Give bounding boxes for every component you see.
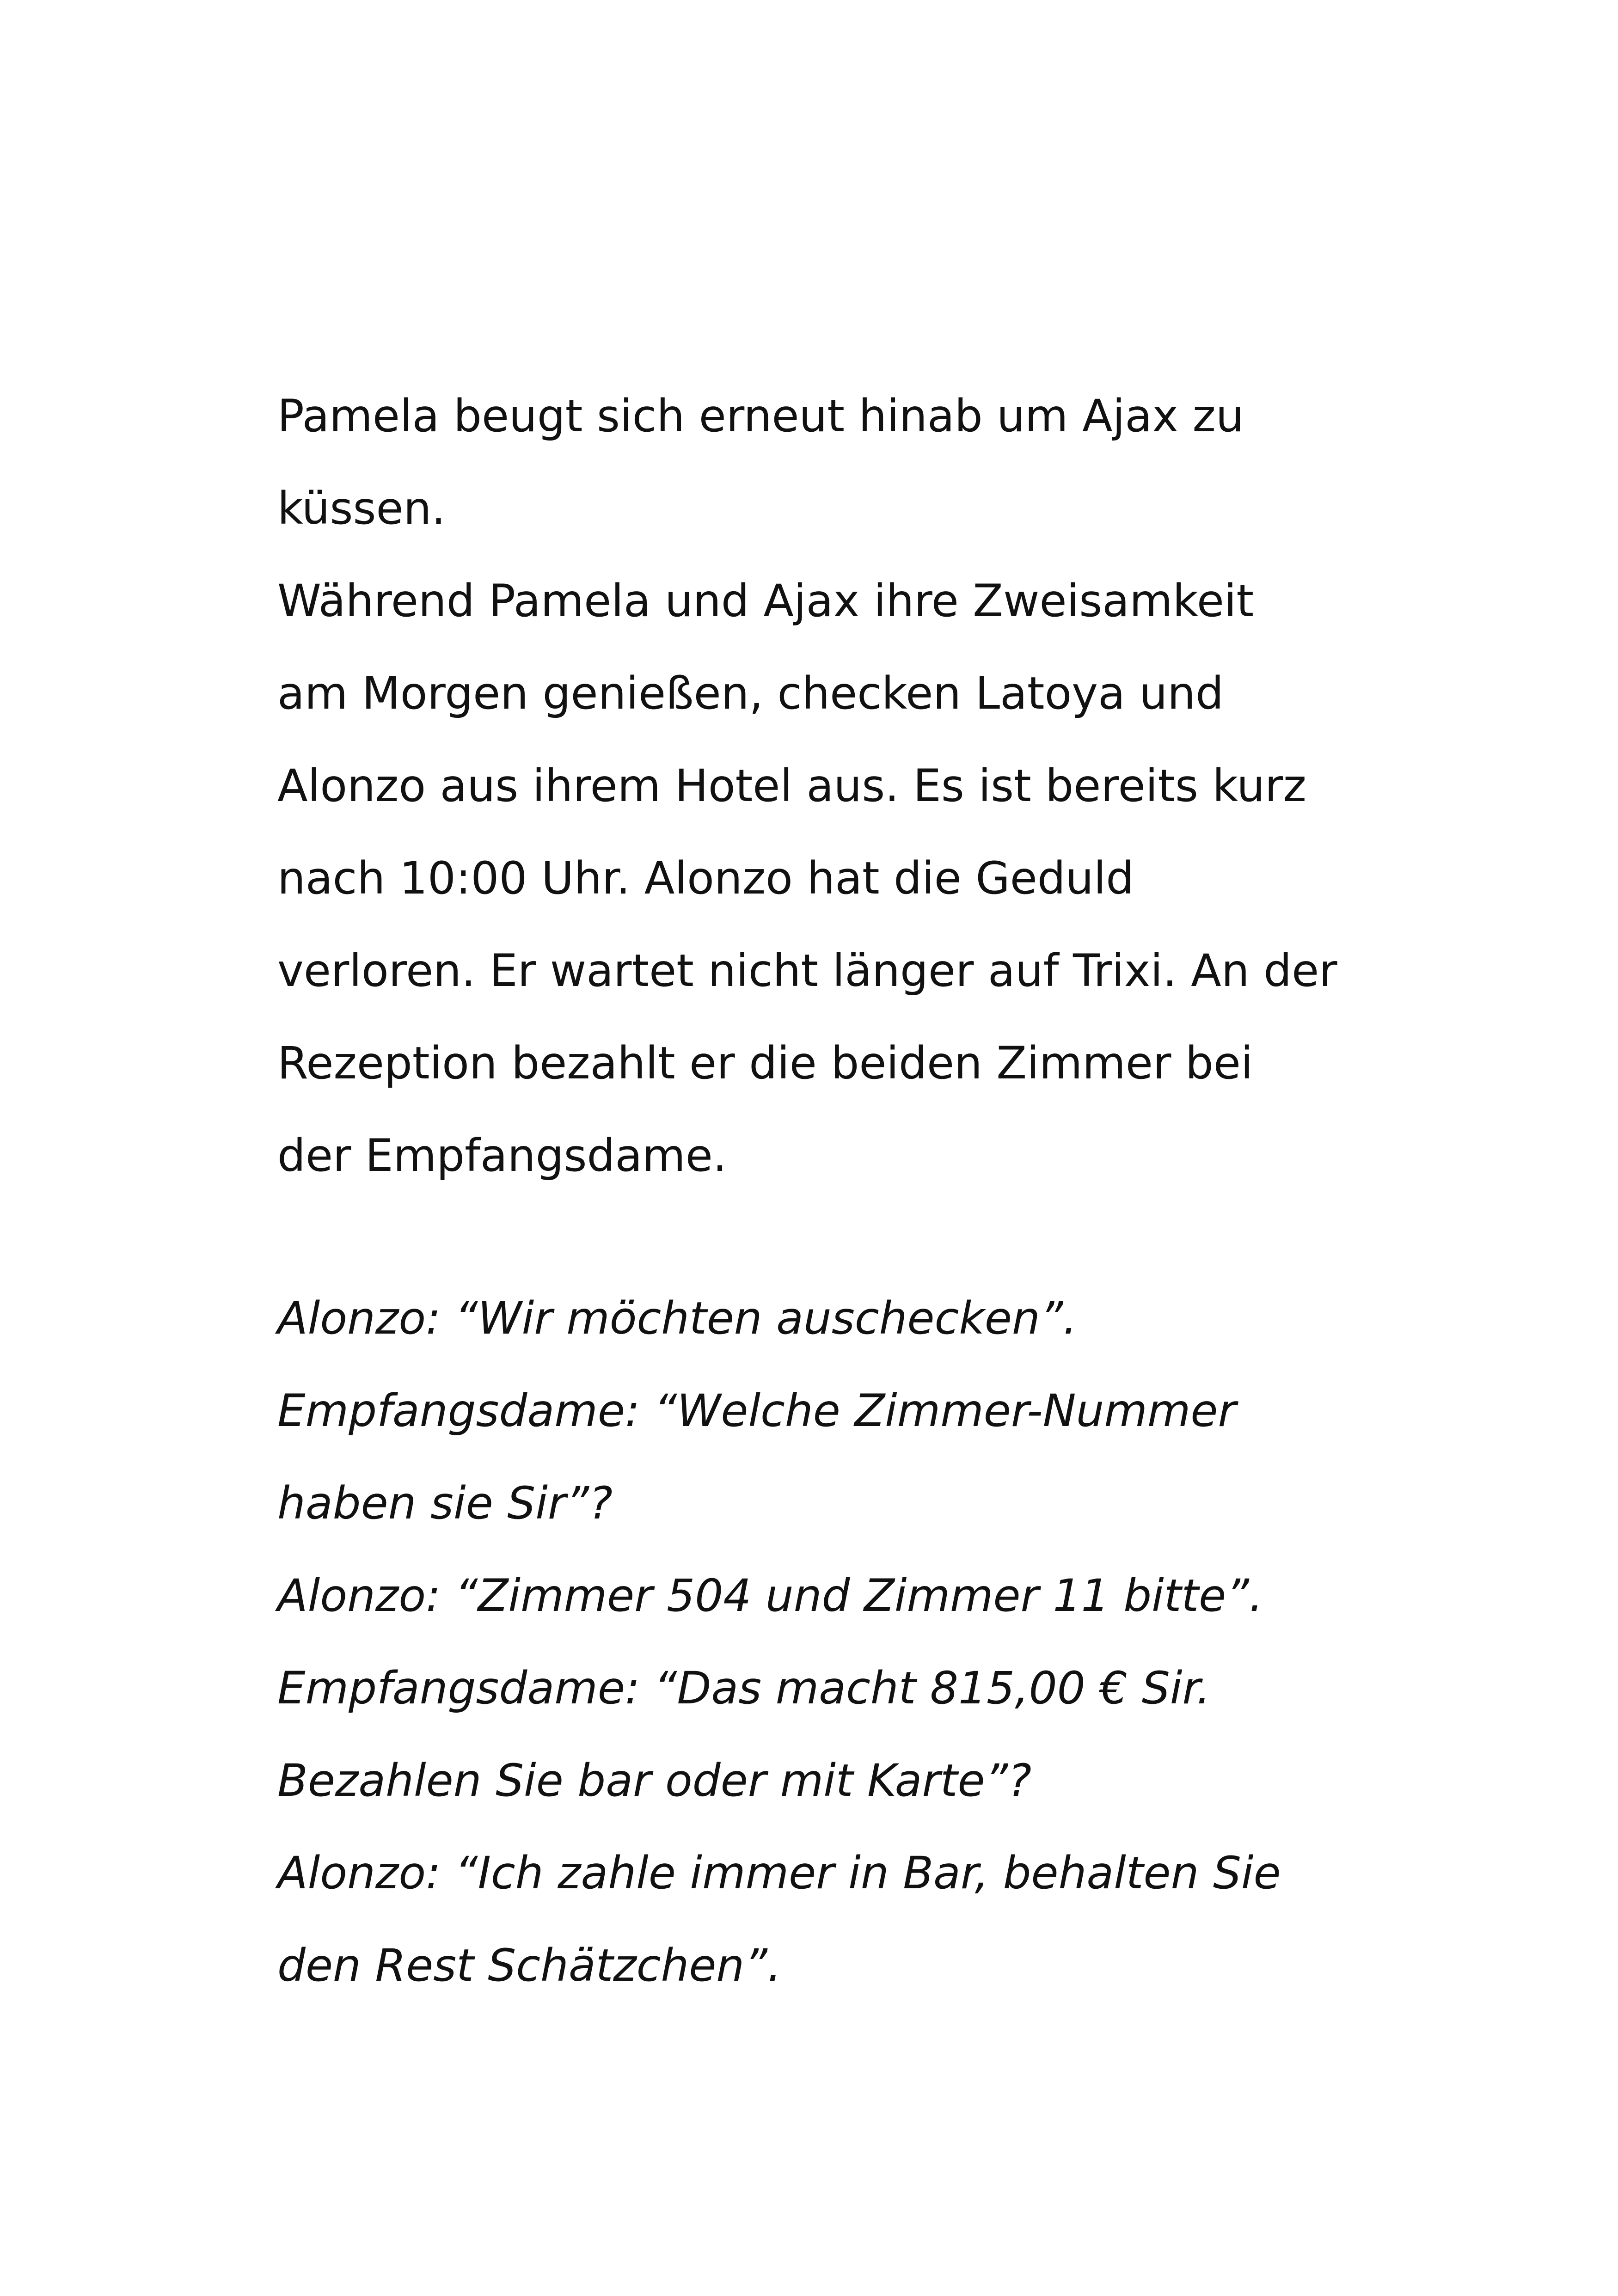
narrative-line: küssen. <box>277 483 446 534</box>
dialogue-line: Alonzo: “Zimmer 504 und Zimmer 11 bitte”. <box>277 1570 1263 1622</box>
narrative-line: Pamela beugt sich erneut hinab um Ajax zu <box>277 390 1244 442</box>
narrative-line: am Morgen genießen, checken Latoya und <box>277 667 1224 719</box>
narrative-line: der Empfangsdame. <box>277 1130 727 1182</box>
narrative-paragraph <box>277 370 1387 1202</box>
narrative-line: verloren. Er wartet nicht länger auf Trixi. An der <box>277 945 1337 997</box>
dialogue-line: Empfangsdame: “Das macht 815,00 € Sir. <box>277 1662 1211 1714</box>
paragraph-gap <box>277 1202 1387 1272</box>
dialogue-line: Empfangsdame: “Welche Zimmer-Nummer <box>277 1385 1236 1437</box>
text-block <box>277 370 1387 2012</box>
narrative-line: Während Pamela und Ajax ihre Zweisamkeit <box>277 575 1254 627</box>
dialogue-line: Bezahlen Sie bar oder mit Karte”? <box>277 1755 1032 1806</box>
dialogue-line: haben sie Sir”? <box>277 1477 613 1529</box>
narrative-line: Alonzo aus ihrem Hotel aus. Es ist bereits kurz <box>277 760 1306 812</box>
dialogue-line: Alonzo: “Wir möchten auschecken”. <box>277 1292 1078 1344</box>
dialogue-section <box>277 1272 1387 2012</box>
narrative-line: nach 10:00 Uhr. Alonzo hat die Geduld <box>277 852 1134 904</box>
narrative-line: Rezeption bezahlt er die beiden Zimmer bei <box>277 1037 1253 1089</box>
dialogue-line: Alonzo: “Ich zahle immer in Bar, behalten Sie <box>277 1847 1281 1899</box>
dialogue-line: den Rest Schätzchen”. <box>277 1940 782 1991</box>
